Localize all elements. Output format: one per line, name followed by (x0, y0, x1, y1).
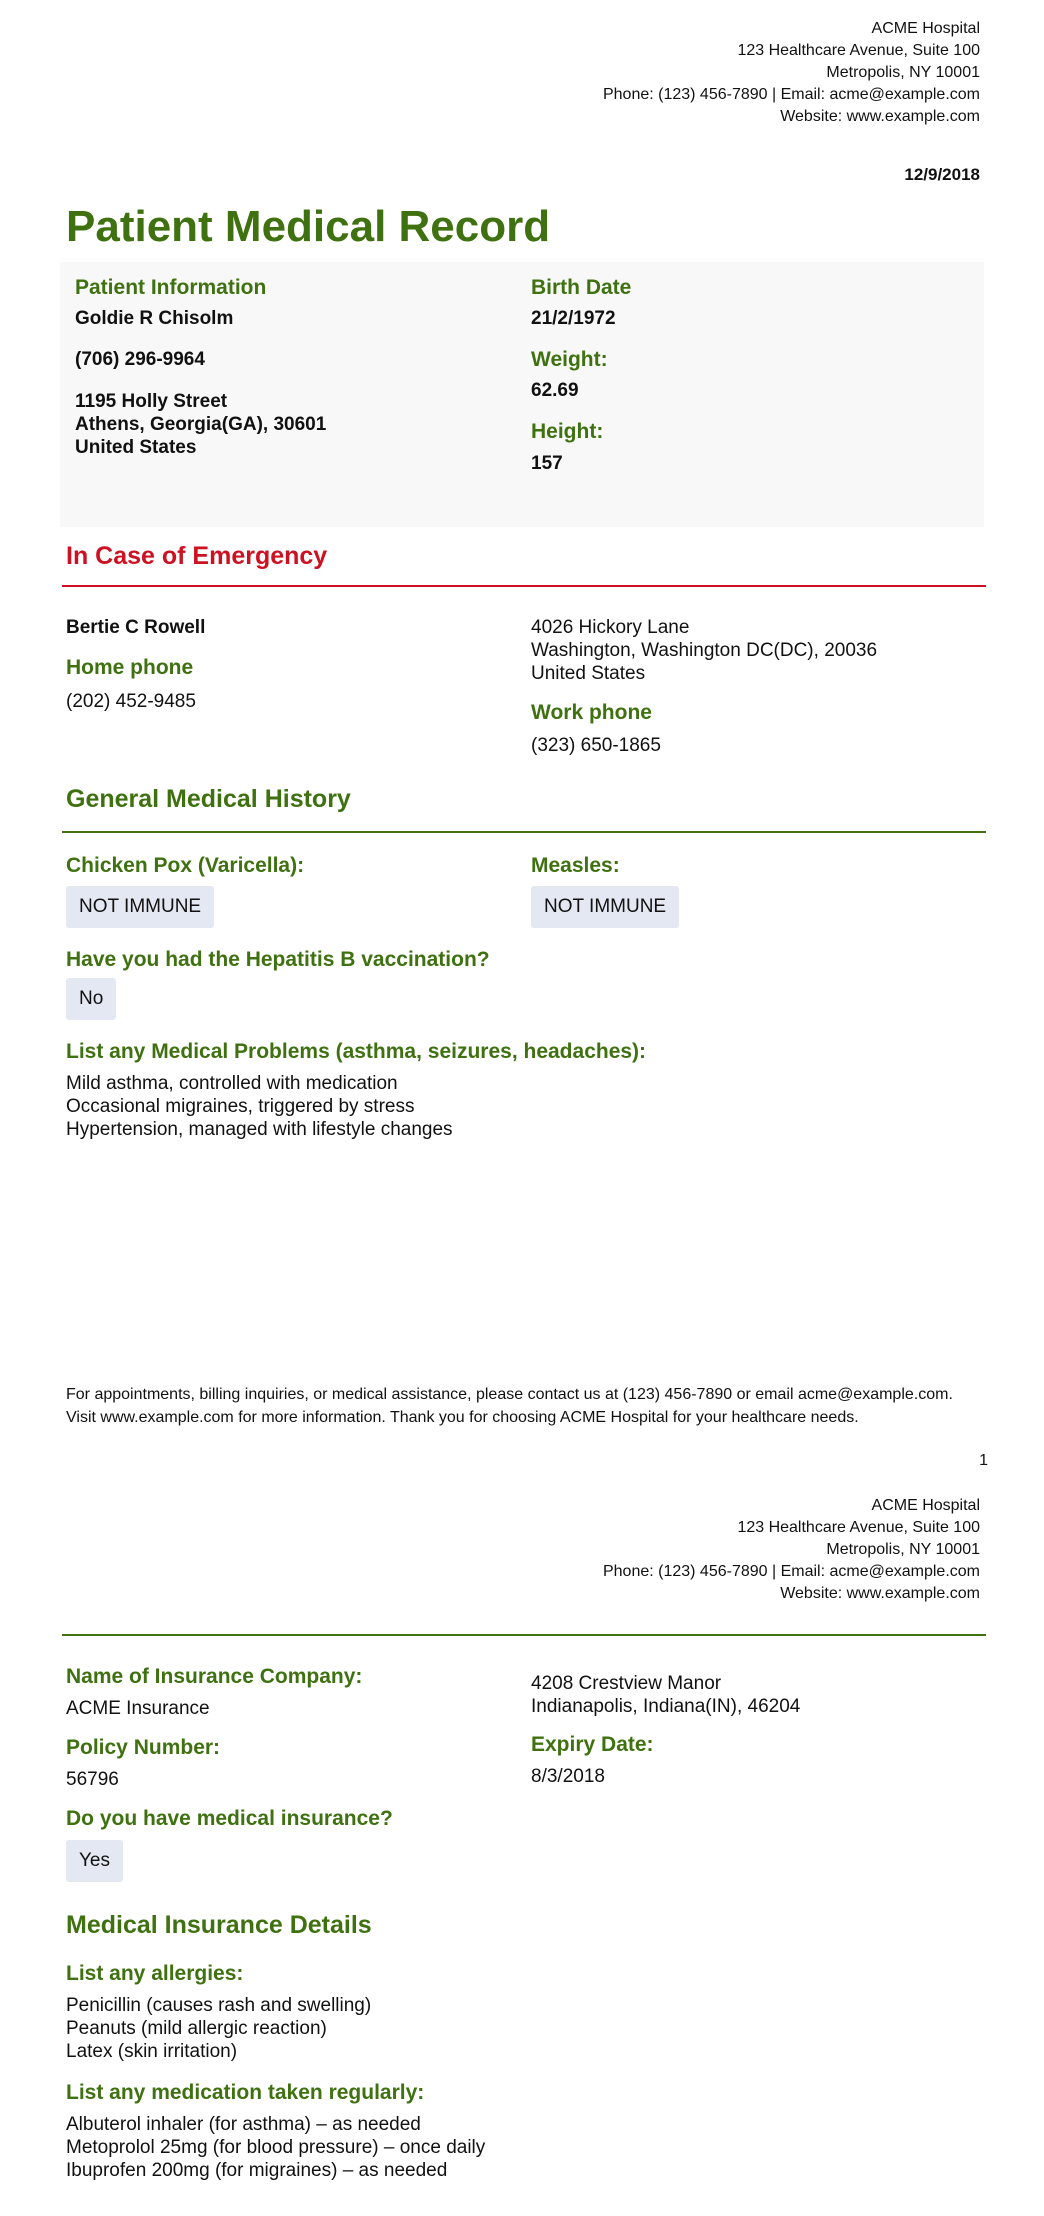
list-item: Occasional migraines, triggered by stress (66, 1096, 415, 1117)
birth-date-label: Birth Date (531, 276, 632, 299)
insurance-company-label: Name of Insurance Company: (66, 1665, 363, 1688)
insurance-divider (62, 1634, 986, 1636)
emergency-address (531, 616, 877, 685)
hep-b-status: No (66, 978, 116, 1020)
patient-address-line1: 1195 Holly Street (75, 391, 228, 412)
work-phone-value: (323) 650-1865 (531, 735, 661, 756)
list-item: Ibuprofen 200mg (for migraines) – as needed (66, 2160, 448, 2181)
emergency-contact-name: Bertie C Rowell (66, 617, 206, 638)
hospital-contact: Phone: (123) 456-7890 | Email: acme@example.com (602, 1563, 980, 1580)
birth-date: 21/2/1972 (531, 308, 616, 329)
insurance-address (531, 1672, 800, 1718)
hospital-header-page2 (603, 1495, 980, 1605)
expiry-date-value: 8/3/2018 (531, 1766, 605, 1787)
list-item: Latex (skin irritation) (66, 2041, 238, 2062)
patient-address (75, 390, 326, 459)
patient-phone: (706) 296-9964 (75, 349, 205, 370)
insurance-details-heading: Medical Insurance Details (66, 1911, 372, 1939)
work-phone-label: Work phone (531, 701, 652, 724)
history-divider (62, 831, 986, 833)
home-phone-label: Home phone (66, 656, 194, 679)
page-footer (66, 1383, 953, 1429)
home-phone-value: (202) 452-9485 (66, 691, 196, 712)
hospital-address-line1: 123 Healthcare Avenue, Suite 100 (737, 1519, 980, 1536)
emergency-address-line2: Washington, Washington DC(DC), 20036 (531, 640, 878, 661)
medication-list (66, 2113, 485, 2182)
chicken-pox-status: NOT IMMUNE (66, 886, 214, 928)
medical-problems-label: List any Medical Problems (asthma, seizures, headaches): (66, 1040, 647, 1063)
record-date: 12/9/2018 (904, 165, 980, 184)
hospital-website: Website: www.example.com (780, 108, 980, 125)
footer-line2: Visit www.example.com for more information. Thank you for choosing ACME Hospital for your healthcare needs. (66, 1409, 859, 1426)
hospital-address-line2: Metropolis, NY 10001 (826, 64, 980, 81)
chicken-pox-label: Chicken Pox (Varicella): (66, 854, 305, 877)
patient-name: Goldie R Chisolm (75, 308, 234, 329)
emergency-heading: In Case of Emergency (66, 542, 328, 570)
list-item: Peanuts (mild allergic reaction) (66, 2018, 327, 2039)
history-heading: General Medical History (66, 785, 351, 813)
page-title: Patient Medical Record (66, 202, 551, 251)
insurance-address-line1: 4208 Crestview Manor (531, 1673, 722, 1694)
hospital-name: ACME Hospital (871, 20, 980, 37)
list-item: Penicillin (causes rash and swelling) (66, 1995, 372, 2016)
has-insurance-status: Yes (66, 1840, 123, 1882)
hospital-name: ACME Hospital (871, 1497, 980, 1514)
hep-b-label: Have you had the Hepatitis B vaccination? (66, 948, 490, 971)
list-item: Metoprolol 25mg (for blood pressure) – once daily (66, 2137, 486, 2158)
allergies-label: List any allergies: (66, 1962, 244, 1985)
hospital-address-line2: Metropolis, NY 10001 (826, 1541, 980, 1558)
allergies-list (66, 1994, 371, 2063)
emergency-address-line1: 4026 Hickory Lane (531, 617, 690, 638)
list-item: Albuterol inhaler (for asthma) – as needed (66, 2114, 421, 2135)
medical-problems-list (66, 1072, 453, 1141)
emergency-divider (62, 585, 986, 587)
medication-label: List any medication taken regularly: (66, 2081, 425, 2104)
patient-address-line2: Athens, Georgia(GA), 30601 (75, 414, 327, 435)
list-item: Hypertension, managed with lifestyle changes (66, 1119, 453, 1140)
hospital-address-line1: 123 Healthcare Avenue, Suite 100 (737, 42, 980, 59)
list-item: Mild asthma, controlled with medication (66, 1073, 398, 1094)
weight-value: 62.69 (531, 380, 579, 401)
hospital-header (603, 18, 980, 128)
measles-label: Measles: (531, 854, 620, 877)
patient-address-line3: United States (75, 437, 197, 458)
insurance-company-value: ACME Insurance (66, 1698, 210, 1719)
policy-number-label: Policy Number: (66, 1736, 221, 1759)
insurance-address-line2: Indianapolis, Indiana(IN), 46204 (531, 1696, 801, 1717)
height-value: 157 (531, 453, 563, 474)
height-label: Height: (531, 420, 604, 443)
expiry-date-label: Expiry Date: (531, 1733, 654, 1756)
hospital-contact: Phone: (123) 456-7890 | Email: acme@example.com (602, 86, 980, 103)
patient-info-label: Patient Information (75, 276, 267, 299)
emergency-address-line3: United States (531, 663, 646, 684)
measles-status: NOT IMMUNE (531, 886, 679, 928)
policy-number-value: 56796 (66, 1769, 119, 1790)
weight-label: Weight: (531, 348, 608, 371)
footer-line1: For appointments, billing inquiries, or medical assistance, please contact us at (123) 456-7890 or email acme@example.com. (66, 1386, 953, 1403)
page-number: 1 (979, 1452, 988, 1469)
hospital-website: Website: www.example.com (780, 1585, 980, 1602)
has-insurance-label: Do you have medical insurance? (66, 1807, 393, 1830)
